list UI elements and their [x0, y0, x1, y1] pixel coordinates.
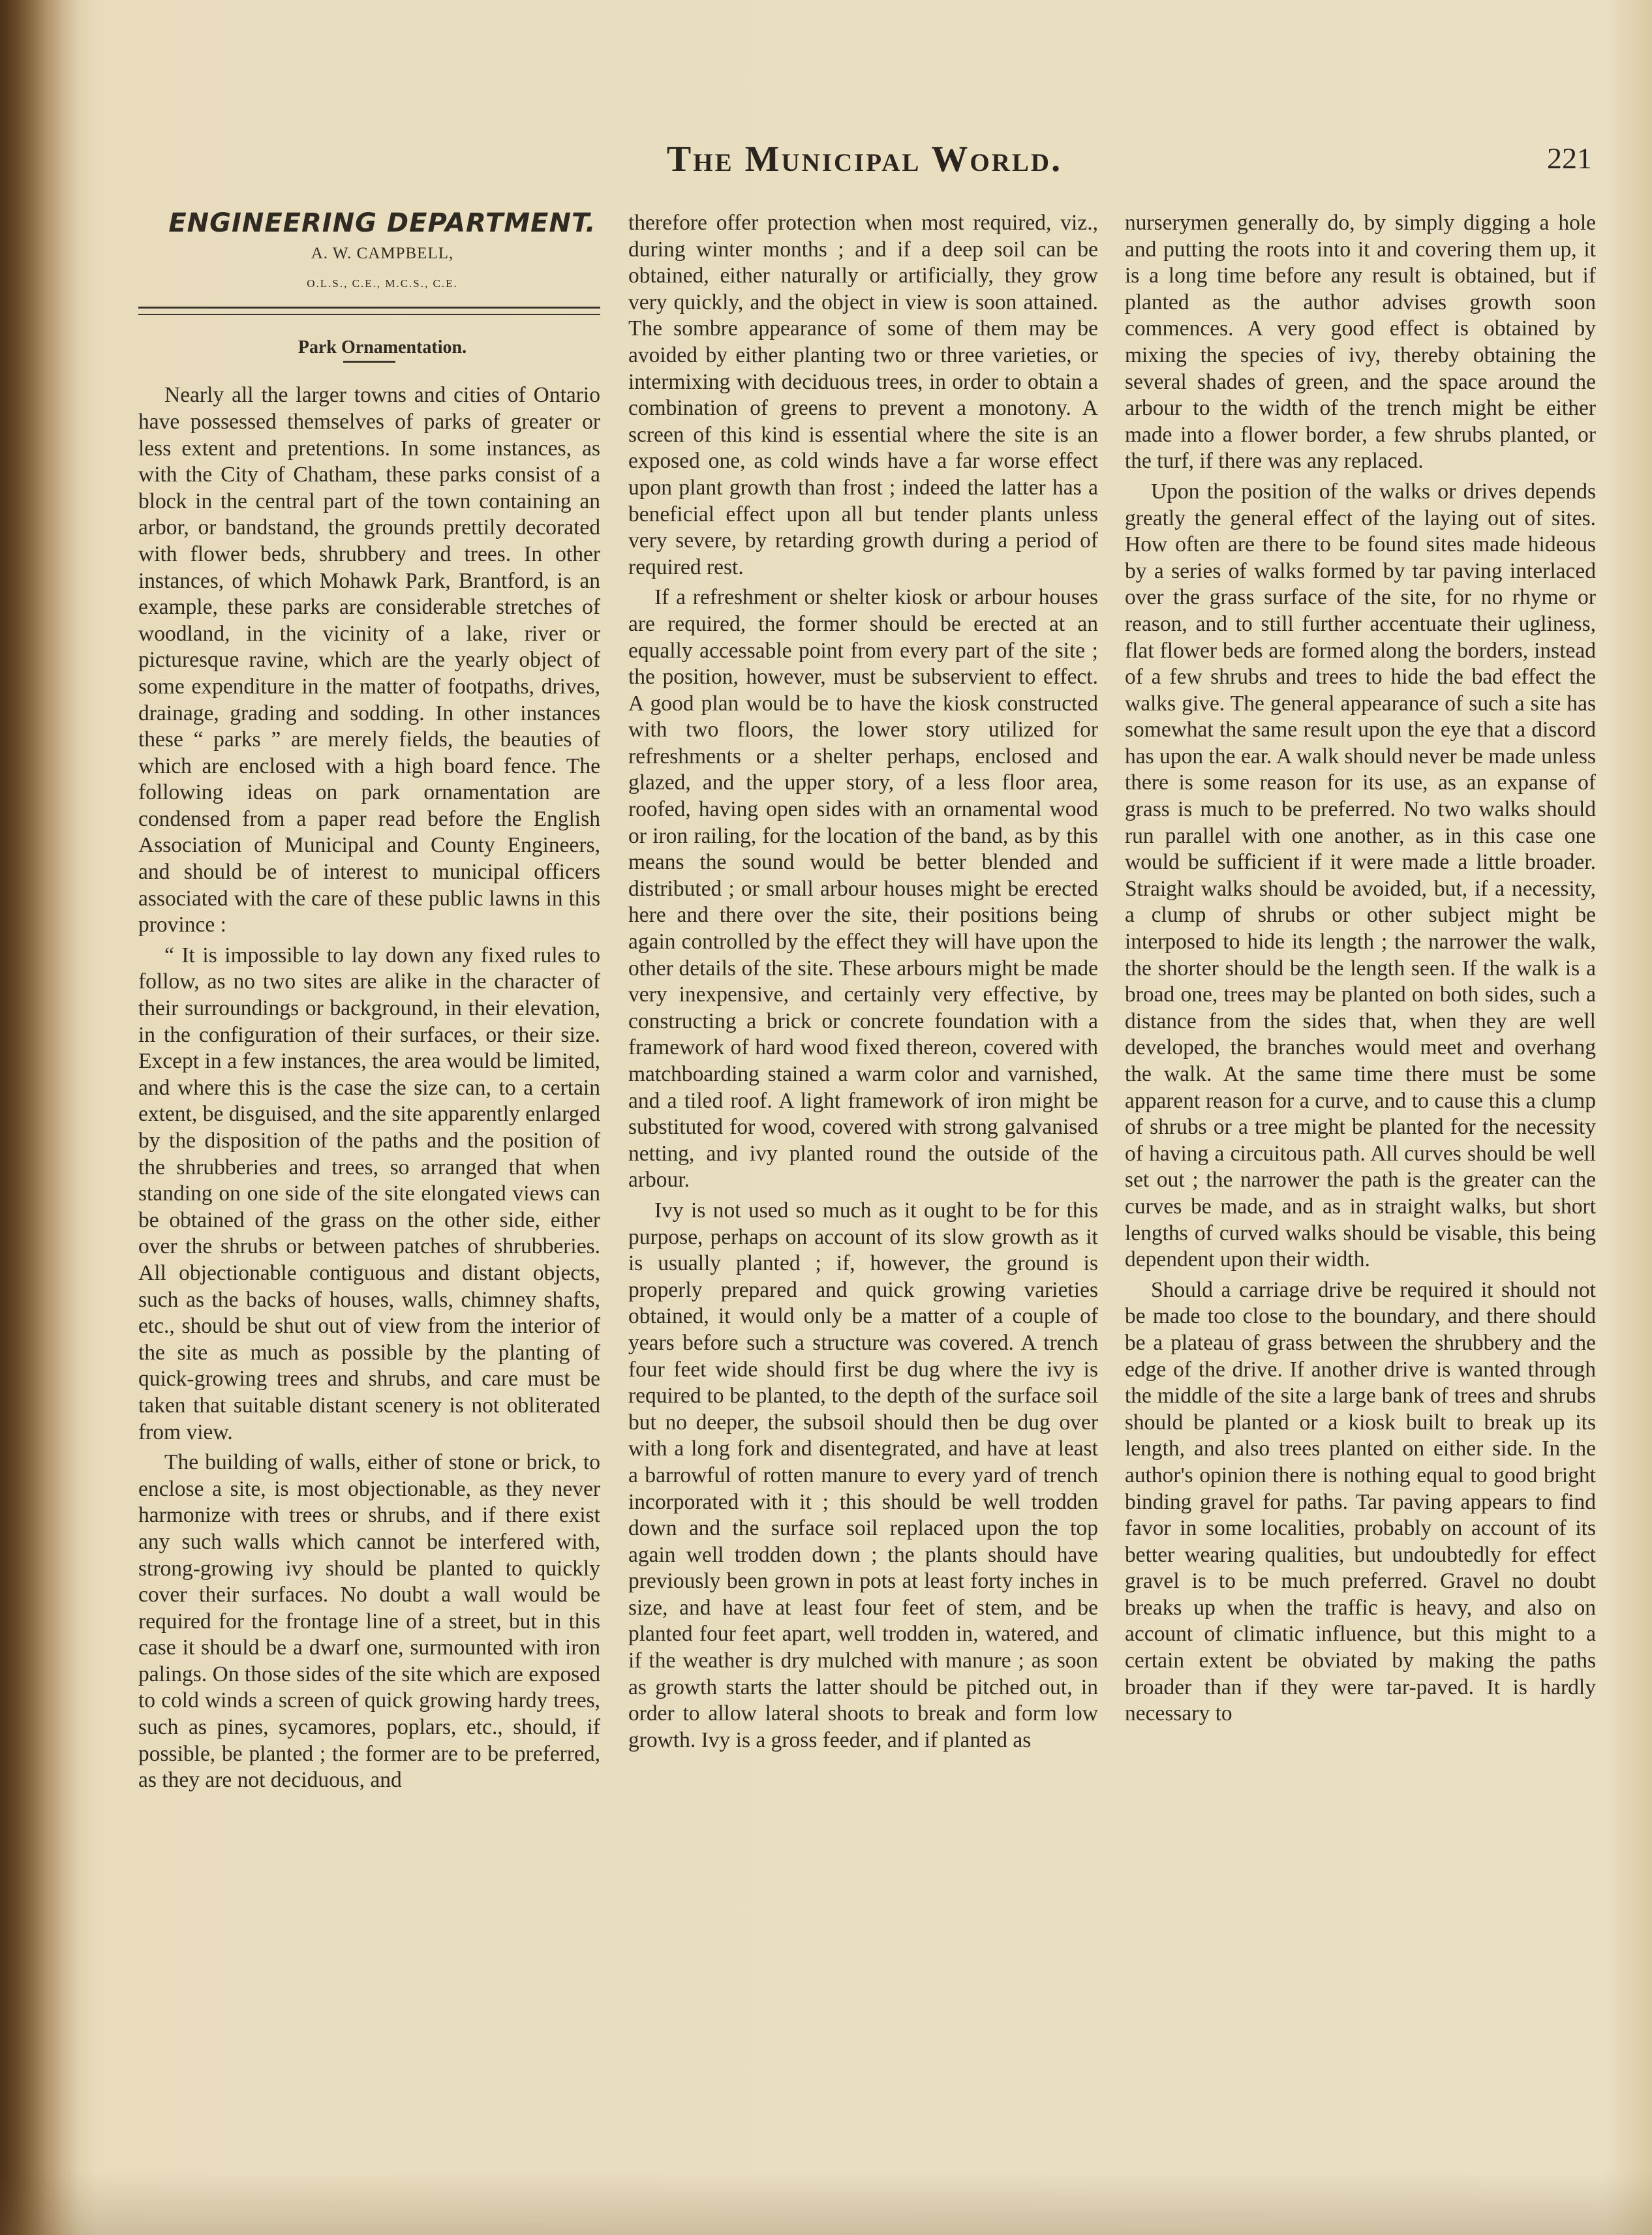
journal-title: The Municipal World.: [666, 139, 1063, 179]
paragraph: therefore offer protection when most required, viz., during winter months ; and if a deep soil can be obtained, either naturally or artificially, they grow very quickly, and the object in view is soon attained. The sombre appearance of some of them may be avoided by either planting two or three varieties, or intermixing with deciduous trees, in order to obtain a combination of greens to prevent a monotony. A screen of this kind is essential where the site is an exposed one, as cold winds have a far worse effect upon plant growth than frost ; indeed the latter has a beneficial effect upon all but tender plants unless very severe, by retarding growth during a period of required rest.: [628, 211, 1098, 579]
running-head: [137, 138, 1592, 184]
paragraph: “ It is impossible to lay down any fixed rules to follow, as no two sites are alike in the character of their surroundings or background, in their elevation, in the configuration of their surfaces, or their size. Except in a few instances, the area would be limited, and where this is the case the size can, to a certain extent, be disguised, and the site apparently enlarged by the disposition of the paths and the position of the shrubberies and trees, so arranged that when standing on one side of the site elongated views can be obtained of the grass on the other side, either over the shrubs or between patches of shrubberies. All objectionable contiguous and distant objects, such as the backs of houses, walls, chimney shafts, etc., should be shut out of view from the interior of the site as much as possible by the planting of quick-growing trees and shrubs, and care must be taken that suitable distant scenery is not obliterated from view.: [138, 943, 600, 1444]
page-edge-shading: [0, 2172, 1652, 2235]
double-rule-divider: [138, 307, 600, 315]
title-rule: [343, 361, 395, 363]
author-credentials: O.L.S., C.E., M.C.S., C.E.: [307, 277, 458, 290]
paragraph: Should a carriage drive be required it should not be made too close to the boundary, and there should be a plateau of grass between the shrubbery and the edge of the drive. If another drive is wanted through the middle of the site a large bank of trees and shrubs should be planted or a kiosk built to break up its length, and also trees planted on either side. In the author's opinion there is nothing equal to good bright binding gravel for paths. Tar paving appears to find favor in some localities, probably on account of its better wearing qualities, but undoubtedly for effect gravel is to be much preferred. Gravel no doubt breaks up when the traffic is heavy, and also on account of climatic influence, but this might to a certain extent be obviated by making the paths broader than if they were tar-paved. It is hardly necessary to: [1125, 1277, 1596, 1726]
column-2: [628, 210, 1098, 1754]
paragraph: The building of walls, either of stone or brick, to enclose a site, is most objectionable, as they never harmonize with trees or shrubs, and if there exist any such walls which cannot be interfered with, strong-growing ivy should be planted to quickly cover their surfaces. No doubt a wall would be required for the frontage line of a street, but in this case it should be a dwarf one, surmounted with iron palings. On those sides of the site which are exposed to cold winds a screen of quick growing hardy trees, such as pines, sycamores, poplars, etc., should, if possible, be planted ; the former are to be preferred, as they are not deciduous, and: [138, 1450, 600, 1793]
paragraph: Ivy is not used so much as it ought to be for this purpose, perhaps on account of its slow growth as it is usually planted ; if, however, the ground is properly prepared and quick growing varieties obtained, it would only be a matter of a couple of years before such a structure was covered. A trench four feet wide should first be dug where the ivy is required to be planted, to the depth of the surface soil but no deeper, the subsoil should then be dug over with a long fork and disentegrated, and have at least a barrowful of rotten manure to every yard of trench incorporated with it ; this should be well trodden down and the surface soil replaced upon the top again well trodden down ; the plants should have previously been grown in pots at least forty inches in size, and have at least four feet of stem, and be planted four feet apart, well trodden in, watered, and if the weather is dry mulched with manure ; as soon as growth starts the latter should be pitched out, in order to allow lateral shoots to break and form low growth. Ivy is a gross feeder, and if planted as: [628, 1198, 1098, 1752]
paragraph: Upon the position of the walks or drives depends greatly the general effect of the laying out of sites. How often are there to be found sites made hideous by a series of walks formed by tar paving interlaced over the grass surface of the site, for no rhyme or reason, and to still further accentuate their ugliness, flat flower beds are formed along the borders, instead of a few shrubs and trees to hide the bad effect the walks give. The general appearance of such a site has somewhat the same result upon the eye that a discord has upon the ear. A walk should never be made unless there is some reason for its use, as an expanse of grass is much to be preferred. No two walks should run parallel with one another, as in this case one would be sufficient if it were made a little broader. Straight walks should be avoided, but, if a necessity, a clump of shrubs or other subject might be interposed to hide its length ; the narrower the walk, the shorter should be the length seen. If the walk is a broad one, trees may be planted on both sides, such a distance from the sides that, when they are well developed, the branches would meet and overhang the walk. At the same time there must be some apparent reason for a curve, and to cause this a clump of shrubs or a tree might be planted for the necessity of having a circuitous path. All curves should be well set out ; the narrower the path is the greater can the curves be made, and as in straight walks, but short lengths of curved walks should be visable, this being dependent upon their width.: [1125, 479, 1596, 1272]
page-number: 221: [1547, 142, 1592, 175]
paragraph: If a refreshment or shelter kiosk or arbour houses are required, the former should be erected at an equally accessable point from every part of the site ; the position, however, must be subservient to effect. A good plan would be to have the kiosk constructed with two floors, the lower story utilized for refreshments or a shelter perhaps, enclosed and glazed, and the upper story, of a less floor area, roofed, having open sides with an ornamental wood or iron railing, for the location of the band, as by this means the sound would be better blended and distributed ; or small arbour houses might be erected here and there over the site, their positions being again controlled by the effect they will have upon the other details of the site. These arbours might be made very inexpensive, and certainly very effective, by constructing a brick or concrete foundation with a framework of hard wood fixed thereon, covered with matchboarding stained a warm color and varnished, and a tiled roof. A light framework of iron might be substituted for wood, covered with strong galvanised netting, and ivy planted round the outside of the arbour.: [628, 585, 1098, 1193]
column-3: [1125, 210, 1596, 1727]
article-title: Park Ornamentation.: [298, 337, 467, 357]
author-name: A. W. CAMPBELL,: [311, 244, 454, 262]
column-1: [138, 210, 600, 1794]
department-heading: ENGINEERING DEPARTMENT.: [168, 208, 596, 238]
paragraph: nurserymen generally do, by simply digging a hole and putting the roots into it and covering them up, it is a long time before any result is obtained, but if planted as the author advises growth soon commences. A very good effect is obtained by mixing the species of ivy, thereby obtaining the several shades of green, and the space around the arbour to the width of the trench might be either made into a flower border, a few shrubs planted, or the turf, if there was any replaced.: [1125, 211, 1596, 474]
binding-gutter: [0, 0, 78, 2235]
paragraph: Nearly all the larger towns and cities of Ontario have possessed themselves of parks of greater or less extent and pretentions. In some instances, as with the City of Chatham, these parks consist of a block in the central part of the town containing an arbor, or bandstand, the grounds prettily decorated with flower beds, shrubbery and trees. In other instances, of which Mohawk Park, Brantford, is an example, these parks are considerable stretches of woodland, in the vicinity of a lake, river or picturesque ravine, which are the yearly object of some expenditure in the matter of footpaths, drives, drainage, grading and sodding. In other instances these “ parks ” are merely fields, the beauties of which are enclosed with a high board fence. The following ideas on park ornamentation are condensed from a paper read before the English Association of Municipal and County Engineers, and should be of interest to municipal officers associated with the care of these public lawns in this province :: [138, 383, 600, 937]
